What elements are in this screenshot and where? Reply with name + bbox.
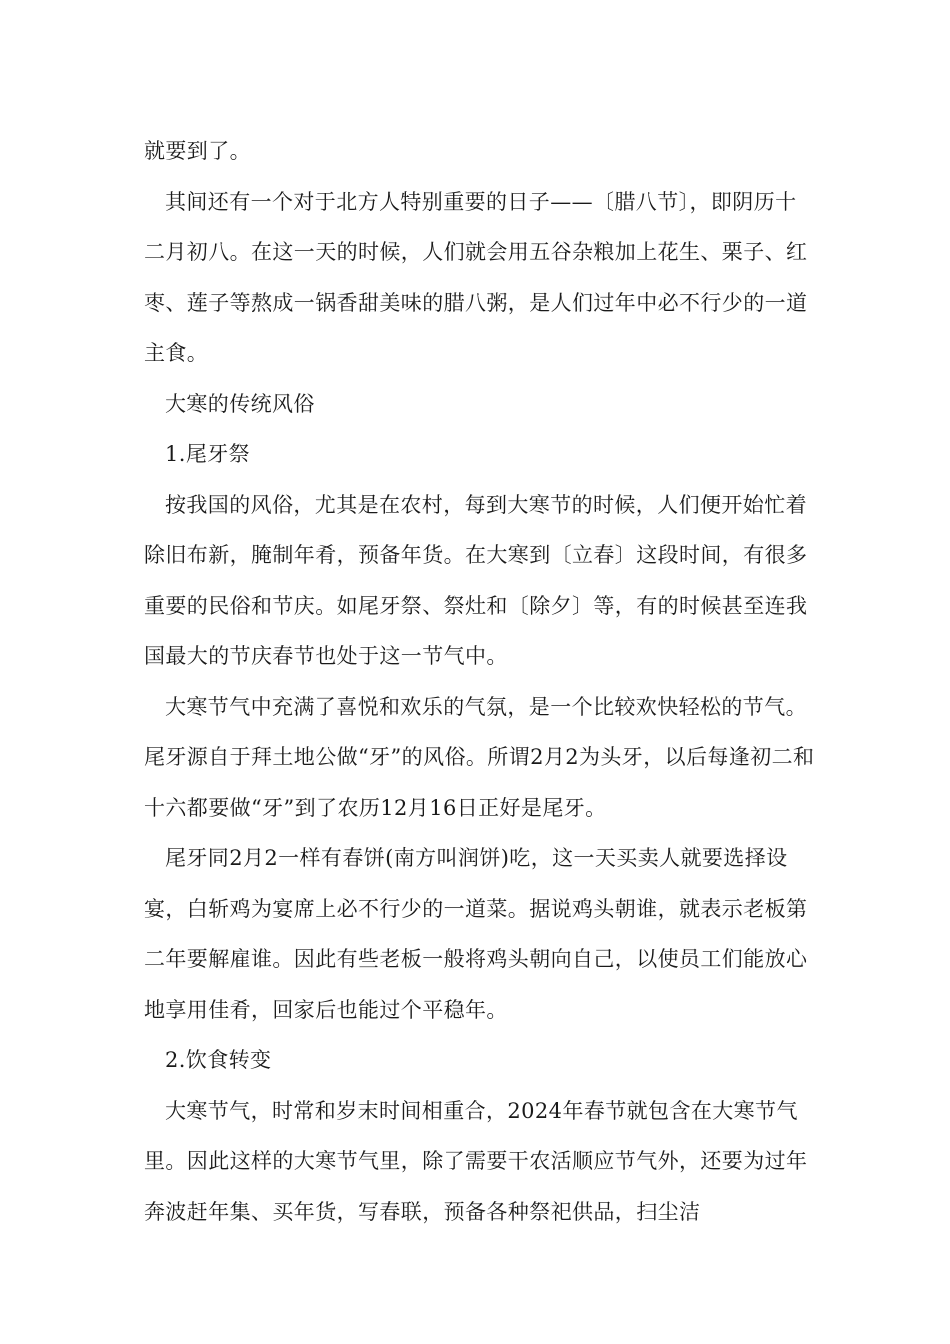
paragraph-laba-festival: 其间还有一个对于北方人特别重要的日子——〔腊八节〕，即阴历十二月初八。在这一天的时候，人们就会用五谷杂粮加上花生、栗子、红枣、莲子等熬成一锅香甜美味的腊八粥，是人们过年中必不行少的一道主食。 xyxy=(144,189,808,365)
subheading-diet-change: 2.饮食转变 xyxy=(165,1048,272,1072)
paragraph-year-end: 大寒节气，时常和岁末时间相重合，2024年春节就包含在大寒节气里。因此这样的大寒节气里，除了需要干农活顺应节气外，还要为过年奔波赶年集、买年货，写春联，预备各种祭祀供品，扫尘洁 xyxy=(144,1098,808,1224)
paragraph-continuation: 就要到了。 xyxy=(144,139,251,163)
subheading-weiya: 1.尾牙祭 xyxy=(165,442,251,466)
section-heading-customs: 大寒的传统风俗 xyxy=(165,391,315,416)
paragraph-rural-custom: 按我国的风俗，尤其是在农村，每到大寒节的时候，人们便开始忙着除旧布新，腌制年肴，预备年货。在大寒到〔立春〕这段时间，有很多重要的民俗和节庆。如尾牙祭、祭灶和〔除夕〕等，有的时候甚至连我国最大的节庆春节也处于这一节气中。 xyxy=(144,492,808,668)
document-body xyxy=(144,126,816,1237)
paragraph-weiya-banquet: 尾牙同2月2一样有春饼(南方叫润饼)吃，这一天买卖人就要选择设宴，白斩鸡为宴席上必不行少的一道菜。据说鸡头朝谁，就表示老板第二年要解雇谁。因此有些老板一般将鸡头朝向自己，以使员工们能放心地享用佳肴，回家后也能过个平稳年。 xyxy=(144,846,808,1022)
paragraph-festive-atmosphere: 大寒节气中充满了喜悦和欢乐的气氛，是一个比较欢快轻松的节气。尾牙源自于拜土地公做“牙”的风俗。所谓2月2为头牙，以后每逢初二和十六都要做“牙”到了农历12月16日正好是尾牙。 xyxy=(144,694,815,820)
